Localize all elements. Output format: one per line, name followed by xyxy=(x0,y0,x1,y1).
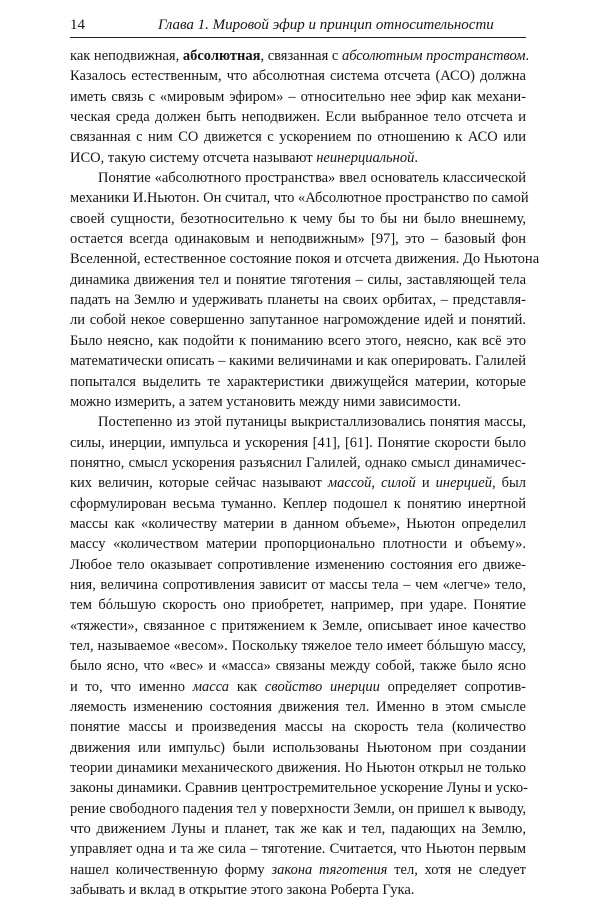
text-run: механики И.Ньютон. Он считал, что «Абсолютное пространство по самой xyxy=(70,190,529,207)
text-run: сформулирован весьма туманно. Кеплер подошел к понятию инертной xyxy=(70,495,526,512)
text-line xyxy=(70,636,526,656)
text-run: тел, хотя не следует xyxy=(387,861,526,878)
italic-text: неинерциальной xyxy=(316,149,415,166)
text-run: понятно, смысл ускорения разъяснил Галилей, однако смысл динамичес- xyxy=(70,454,526,471)
text-run: ких величин, которые сейчас называют xyxy=(70,475,328,492)
text-run: движения или импульс) были использованы Ньютоном при создании xyxy=(70,739,526,756)
text-run: тем бóльшую скорость оно приобретет, например, при ударе. Понятие xyxy=(70,597,526,614)
text-line xyxy=(70,168,526,188)
text-run: и xyxy=(415,475,436,492)
text-run: иметь связь с «мировым эфиром» – относительно нее эфир как механи- xyxy=(70,88,526,105)
text-run: ли собой некое совершенно запутанное нагромождение идей и понятий. xyxy=(70,312,526,329)
text-line xyxy=(70,595,526,615)
text-line xyxy=(70,656,526,676)
text-run: забывать и вклад в открытие этого закона Роберта Гука. xyxy=(70,882,415,899)
text-line xyxy=(70,66,526,86)
text-line xyxy=(70,697,526,717)
text-line xyxy=(70,351,526,371)
text-run: ИСО, такую систему отсчета называют xyxy=(70,149,317,166)
text-run: как неподвижная, xyxy=(70,48,183,64)
text-line xyxy=(70,310,526,330)
text-line xyxy=(70,555,526,575)
page-number: 14 xyxy=(70,17,85,33)
text-line xyxy=(70,799,526,819)
text-line xyxy=(70,819,526,839)
text-run: Постепенно из этой путаницы выкристаллизовались понятия массы, xyxy=(98,414,526,431)
text-line xyxy=(70,880,526,900)
text-run: управляет одна и та же сила – тяготение. Считается, что Ньютон первым xyxy=(70,841,526,858)
text-line xyxy=(70,677,526,697)
text-line xyxy=(70,127,526,147)
text-run: своей сущности, безотносительно к чему бы то бы ни было внешнему, xyxy=(70,210,526,227)
text-line xyxy=(70,616,526,636)
text-run: и то, что именно xyxy=(70,678,193,695)
italic-text: абсолютным пространством xyxy=(341,48,526,64)
text-run: как xyxy=(229,678,265,695)
text-line xyxy=(70,514,526,534)
text-line xyxy=(70,46,530,66)
italic-text: свойство инерции xyxy=(264,678,380,695)
text-run: что движением Луны и планет, так же как и тел, падающих на Землю, xyxy=(70,821,526,838)
text-run: остается всегда одинаковым и неподвижным» [97], это – базовый фон xyxy=(70,231,526,248)
header-rule xyxy=(70,37,526,38)
page-header xyxy=(70,15,526,35)
text-line xyxy=(70,473,526,493)
text-run: Любое тело оказывает сопротивление изменению состояния его движе- xyxy=(70,556,526,573)
body-text xyxy=(70,46,540,900)
text-run: связанная с ним СО движется с ускорением по отношению к АСО или xyxy=(70,129,526,146)
text-run: Вселенной, естественное состояние покоя и отсчета движения. До Ньютона xyxy=(70,251,540,268)
text-run: , связанная с xyxy=(260,48,342,64)
text-line xyxy=(70,188,529,208)
text-run: ляемость изменению состояния движения тел. Именно в этом смысле xyxy=(70,699,526,715)
text-line xyxy=(70,392,526,412)
text-line xyxy=(70,453,526,473)
text-run: ческая среда должен быть неподвижен. Если выбранное тело отсчета и xyxy=(70,109,526,126)
text-line xyxy=(70,758,526,778)
italic-text: инерцией xyxy=(435,475,492,492)
text-run: законы динамики. Сравнив центростремительное ускорение Луны и уско- xyxy=(70,780,528,797)
text-line xyxy=(70,87,526,107)
text-line xyxy=(70,860,526,880)
running-title: Глава 1. Мировой эфир и принцип относительности xyxy=(158,17,494,33)
italic-text: масса xyxy=(192,678,230,695)
text-run: было ясно, что «вес» и «масса» связаны между собой, также было ясно xyxy=(70,658,526,675)
text-line xyxy=(70,249,540,269)
text-run: теории динамики механического движения. Но Ньютон открыл не только xyxy=(70,760,526,777)
text-run: ния, величина сопротивления зависит от массы тела – чем «легче» тело, xyxy=(70,576,526,593)
text-run: нашел количественную форму xyxy=(70,861,272,878)
text-run: силы, инерции, импульса и ускорения [41], [61]. Понятие скорости было xyxy=(70,434,526,451)
text-run: Казалось естественным, что абсолютная система отсчета (АСО) должна xyxy=(70,68,526,85)
italic-text: закона тяготения xyxy=(271,861,388,878)
text-line xyxy=(70,412,526,432)
text-line xyxy=(70,290,526,310)
italic-text: силой xyxy=(381,475,416,492)
text-run: . xyxy=(525,48,530,64)
text-line xyxy=(70,433,526,453)
text-line xyxy=(70,494,526,514)
text-line xyxy=(70,839,526,859)
text-line xyxy=(70,331,526,351)
text-run: «тяжести», связанное с притяжением к Земле, описывает иное качество xyxy=(70,617,526,634)
text-line xyxy=(70,372,526,392)
text-run: , xyxy=(371,475,382,492)
text-run: рение свободного падения тел у поверхности Земли, он пришел к выводу, xyxy=(70,800,526,817)
text-line xyxy=(70,717,526,737)
text-line xyxy=(70,534,526,554)
text-line xyxy=(70,229,526,249)
text-run: определяет сопротив- xyxy=(379,678,526,695)
text-run: Было неясно, как подойти к пониманию всего этого, неясно, как всё это xyxy=(70,332,526,349)
text-run: тел, называемое «весом». Поскольку тяжелое тело имеет бóльшую массу, xyxy=(70,637,526,654)
bold-text: абсолютная xyxy=(182,48,261,64)
text-run: Понятие «абсолютного пространства» ввел основатель классической xyxy=(98,170,526,187)
text-line xyxy=(70,270,526,290)
text-line xyxy=(70,778,526,798)
text-run: попытался выделить те характеристики движущейся материи, которые xyxy=(70,373,526,390)
text-run: массы как «количеству материи в данном объеме», Ньютон определил xyxy=(70,515,526,532)
text-line xyxy=(70,148,526,168)
text-line xyxy=(70,738,526,758)
italic-text: массой xyxy=(327,475,372,492)
text-run: можно измерить, а затем установить между ними зависимости. xyxy=(70,393,461,410)
text-run: , был xyxy=(491,475,527,492)
text-run: . xyxy=(414,149,418,166)
text-run: падать на Землю и удерживать планеты на своих орбитах, – представля- xyxy=(70,292,526,309)
text-line xyxy=(70,107,526,127)
text-run: математически описать – какими величинами и как оперировать. Галилей xyxy=(70,353,526,370)
text-line xyxy=(70,209,526,229)
text-run: понятие массы и произведения массы на скорость тела (количество xyxy=(70,719,526,736)
text-run: массу «количеством материи пропорционально плотности и объему». xyxy=(70,536,526,553)
text-run: динамика движения тел и понятие тяготения – силы, заставляющей тела xyxy=(70,271,526,288)
text-line xyxy=(70,575,526,595)
